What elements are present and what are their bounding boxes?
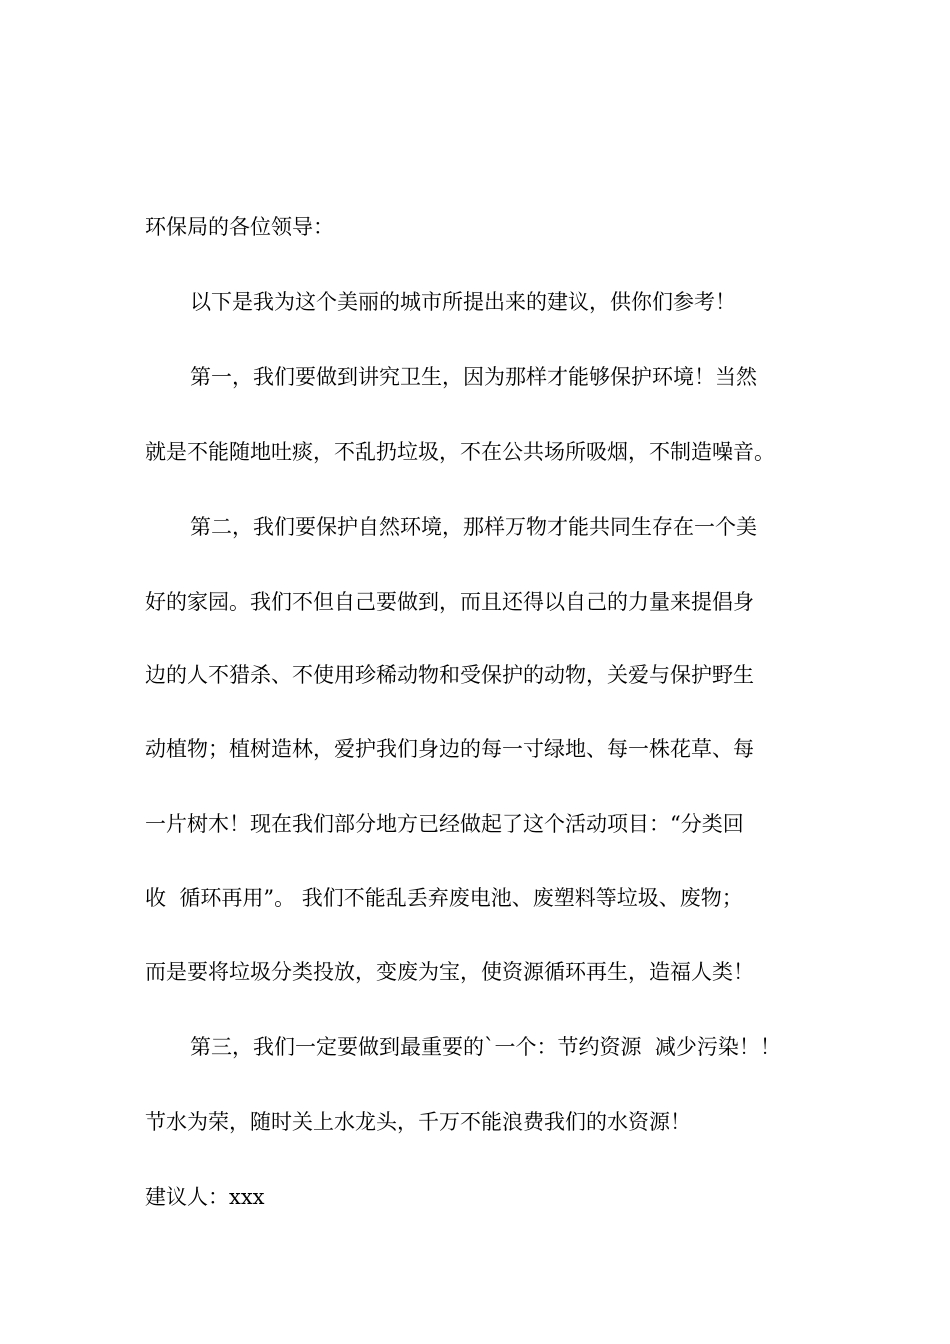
paragraph-second-line-4: 动植物；植树造林，爱护我们身边的每一寸绿地、每一株花草、每 (145, 737, 754, 761)
paragraph-intro: 以下是我为这个美丽的城市所提出来的建议，供你们参考！ (190, 290, 736, 314)
paragraph-third-line-2: 节水为荣，随时关上水龙头，千万不能浪费我们的水资源！ (145, 1110, 691, 1134)
paragraph-second-line-7: 而是要将垃圾分类投放，变废为宝，使资源循环再生，造福人类！ (145, 960, 754, 984)
paragraph-second-line-3: 边的人不猎杀、不使用珍稀动物和受保护的动物，关爱与保护野生 (145, 663, 754, 687)
salutation: 环保局的各位领导： (145, 215, 334, 239)
paragraph-third-line-1: 第三，我们一定要做到最重要的`一个：节约资源 减少污染！！ (190, 1035, 781, 1059)
signature: 建议人：xxx (145, 1185, 265, 1209)
paragraph-second-line-2: 好的家园。我们不但自己要做到，而且还得以自己的力量来提倡身 (145, 590, 754, 614)
paragraph-second-line-5: 一片树木！现在我们部分地方已经做起了这个活动项目：“分类回 (145, 812, 744, 836)
paragraph-first-line-2: 就是不能随地吐痰，不乱扔垃圾，不在公共场所吸烟，不制造噪音。 (145, 440, 775, 464)
paragraph-first-line-1: 第一，我们要做到讲究卫生，因为那样才能够保护环境！当然 (190, 365, 757, 389)
paragraph-second-line-1: 第二，我们要保护自然环境，那样万物才能共同生存在一个美 (190, 515, 757, 539)
paragraph-second-line-6: 收 循环再用”。 我们不能乱丢弃废电池、废塑料等垃圾、废物； (145, 886, 743, 910)
